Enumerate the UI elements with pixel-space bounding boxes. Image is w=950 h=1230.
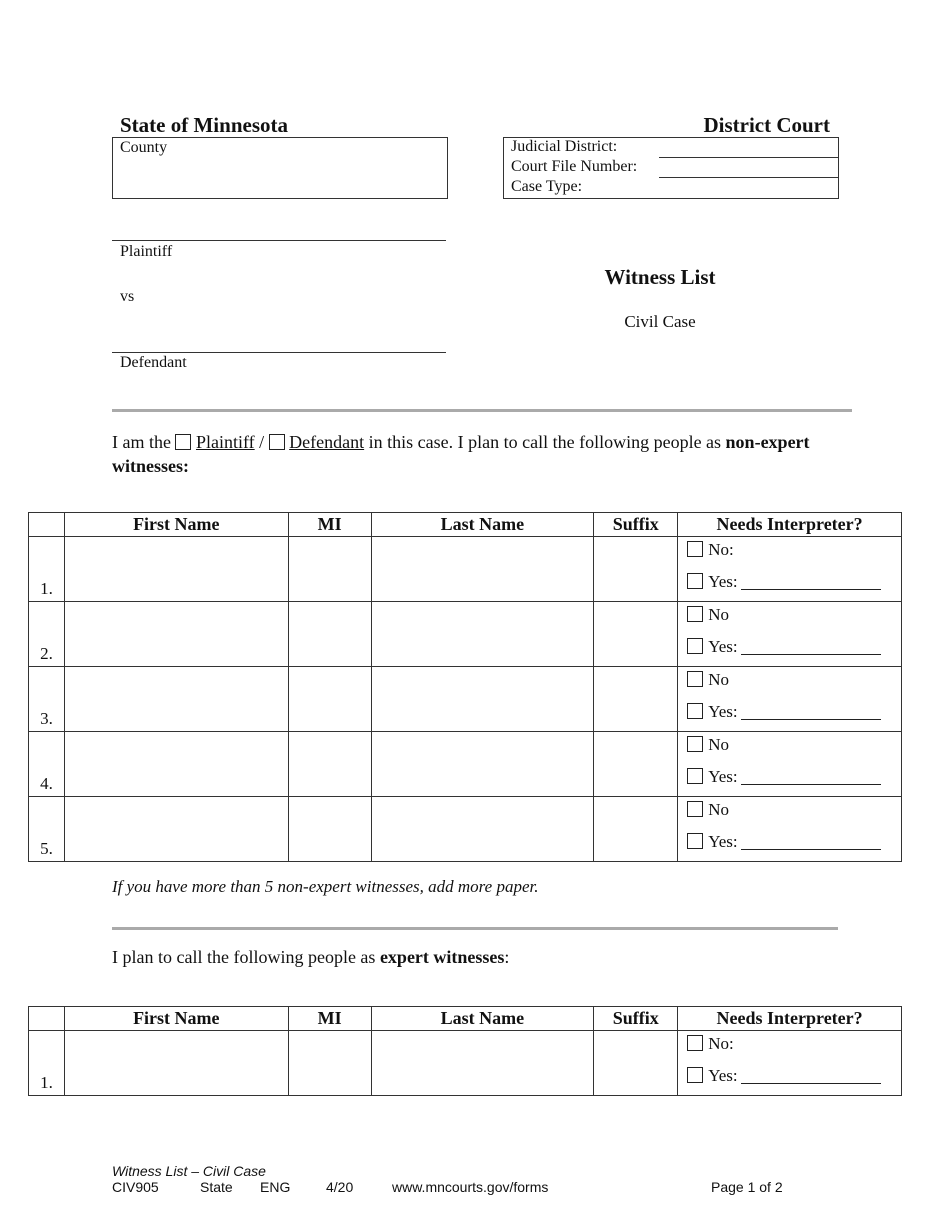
suffix-cell[interactable] xyxy=(594,732,678,797)
last-name-header: Last Name xyxy=(371,513,594,537)
interpreter-cell xyxy=(678,732,902,797)
suffix-cell[interactable] xyxy=(594,602,678,667)
case-info-box xyxy=(503,137,839,199)
statement-prefix: I am the xyxy=(112,432,171,452)
court-file-number-label: Court File Number: xyxy=(511,158,638,175)
interpreter-no-option[interactable] xyxy=(687,735,729,755)
interpreter-yes-option[interactable] xyxy=(687,572,880,592)
yes-label: Yes: xyxy=(708,637,738,656)
language-blank[interactable] xyxy=(741,705,881,720)
footer-url[interactable]: www.mncourts.gov/forms xyxy=(392,1179,549,1195)
interpreter-yes-option[interactable] xyxy=(687,1066,880,1086)
table-row xyxy=(29,797,902,862)
yes-label: Yes: xyxy=(708,702,738,721)
yes-label: Yes: xyxy=(708,1066,738,1085)
interpreter-no-option[interactable] xyxy=(687,800,729,820)
section-divider xyxy=(112,927,838,930)
no-checkbox[interactable] xyxy=(687,1035,703,1051)
interpreter-no-option[interactable] xyxy=(687,540,734,560)
mi-cell[interactable] xyxy=(288,602,371,667)
suffix-cell[interactable] xyxy=(594,1031,678,1096)
expert-witness-table xyxy=(28,1006,902,1096)
no-label: No xyxy=(708,735,729,754)
no-label: No: xyxy=(708,1034,734,1053)
suffix-cell[interactable] xyxy=(594,667,678,732)
interpreter-no-option[interactable] xyxy=(687,605,729,625)
no-checkbox[interactable] xyxy=(687,606,703,622)
mi-cell[interactable] xyxy=(288,732,371,797)
form-title: Witness List xyxy=(604,265,716,289)
no-label: No: xyxy=(708,540,734,559)
first-name-cell[interactable] xyxy=(64,1031,288,1096)
interpreter-yes-option[interactable] xyxy=(687,832,880,852)
no-checkbox[interactable] xyxy=(687,801,703,817)
interpreter-cell xyxy=(678,537,902,602)
footer-page: Page 1 of 2 xyxy=(711,1179,783,1195)
form-subtitle: Civil Case xyxy=(624,312,696,331)
non-expert-witness-table xyxy=(28,512,902,862)
vs-label: vs xyxy=(120,288,135,305)
yes-checkbox[interactable] xyxy=(687,573,703,589)
suffix-header: Suffix xyxy=(594,513,678,537)
first-name-cell[interactable] xyxy=(64,667,288,732)
first-name-cell[interactable] xyxy=(64,797,288,862)
statement-bold: non-expert witnesses: xyxy=(112,432,810,476)
yes-checkbox[interactable] xyxy=(687,703,703,719)
plaintiff-label: Plaintiff xyxy=(120,243,173,260)
no-checkbox[interactable] xyxy=(687,736,703,752)
defendant-option-label: Defendant xyxy=(289,432,365,452)
no-checkbox[interactable] xyxy=(687,671,703,687)
suffix-cell[interactable] xyxy=(594,797,678,862)
last-name-cell[interactable] xyxy=(371,1031,594,1096)
state-title: State of Minnesota xyxy=(120,113,288,137)
defendant-line[interactable] xyxy=(112,352,446,353)
first-name-cell[interactable] xyxy=(64,602,288,667)
language-blank[interactable] xyxy=(741,1069,881,1084)
expert-statement-suffix: : xyxy=(504,947,510,967)
yes-label: Yes: xyxy=(708,832,738,851)
mi-cell[interactable] xyxy=(288,797,371,862)
mi-cell[interactable] xyxy=(288,1031,371,1096)
row-number: 2. xyxy=(29,602,65,667)
defendant-checkbox[interactable] xyxy=(269,434,285,450)
mi-header: MI xyxy=(288,513,371,537)
yes-label: Yes: xyxy=(708,572,738,591)
no-label: No xyxy=(708,605,729,624)
language-blank[interactable] xyxy=(741,575,881,590)
table-header-row xyxy=(29,1007,902,1031)
party-statement xyxy=(112,430,832,478)
num-header xyxy=(29,1007,65,1031)
case-type-label: Case Type: xyxy=(511,178,583,195)
plaintiff-line[interactable] xyxy=(112,240,446,241)
no-label: No xyxy=(708,800,729,819)
yes-checkbox[interactable] xyxy=(687,833,703,849)
interpreter-header: Needs Interpreter? xyxy=(678,1007,902,1031)
yes-checkbox[interactable] xyxy=(687,1067,703,1083)
court-file-number-field[interactable] xyxy=(504,158,838,178)
num-header xyxy=(29,513,65,537)
defendant-label: Defendant xyxy=(120,354,187,371)
mi-cell[interactable] xyxy=(288,537,371,602)
yes-checkbox[interactable] xyxy=(687,768,703,784)
plaintiff-option-label: Plaintiff xyxy=(195,432,255,452)
footer-code: CIV905 xyxy=(112,1179,159,1195)
case-type-field[interactable] xyxy=(504,178,838,198)
interpreter-no-option[interactable] xyxy=(687,1034,734,1054)
table-row xyxy=(29,602,902,667)
suffix-cell[interactable] xyxy=(594,537,678,602)
language-blank[interactable] xyxy=(741,640,881,655)
first-name-header: First Name xyxy=(64,513,288,537)
judicial-district-field[interactable] xyxy=(504,138,838,158)
expert-statement xyxy=(112,947,509,968)
last-name-cell[interactable] xyxy=(371,537,594,602)
expert-statement-bold: expert witnesses xyxy=(379,947,505,967)
yes-checkbox[interactable] xyxy=(687,638,703,654)
more-witnesses-note: If you have more than 5 non-expert witnesses, add more paper. xyxy=(112,877,539,896)
row-number: 1. xyxy=(29,1031,65,1096)
no-checkbox[interactable] xyxy=(687,541,703,557)
table-row xyxy=(29,537,902,602)
table-row xyxy=(29,1031,902,1096)
footer-language: ENG xyxy=(260,1179,291,1195)
no-label: No xyxy=(708,670,729,689)
statement-middle: in this case. I plan to call the following people as xyxy=(368,432,722,452)
last-name-cell[interactable] xyxy=(371,667,594,732)
row-number: 5. xyxy=(29,797,65,862)
table-header-row xyxy=(29,513,902,537)
first-name-header: First Name xyxy=(64,1007,288,1031)
court-title: District Court xyxy=(703,113,830,137)
interpreter-cell xyxy=(678,797,902,862)
footer-form-title: Witness List – Civil Case xyxy=(112,1163,266,1179)
first-name-cell[interactable] xyxy=(64,537,288,602)
county-label: County xyxy=(120,139,168,156)
interpreter-no-option[interactable] xyxy=(687,670,729,690)
interpreter-yes-option[interactable] xyxy=(687,702,880,722)
interpreter-cell xyxy=(678,667,902,732)
first-name-cell[interactable] xyxy=(64,732,288,797)
language-blank[interactable] xyxy=(741,835,881,850)
interpreter-cell xyxy=(678,602,902,667)
yes-label: Yes: xyxy=(708,767,738,786)
table-row xyxy=(29,732,902,797)
interpreter-header: Needs Interpreter? xyxy=(678,513,902,537)
last-name-cell[interactable] xyxy=(371,602,594,667)
interpreter-yes-option[interactable] xyxy=(687,767,880,787)
last-name-header: Last Name xyxy=(371,1007,594,1031)
row-number: 1. xyxy=(29,537,65,602)
last-name-cell[interactable] xyxy=(371,732,594,797)
county-field[interactable] xyxy=(112,137,448,199)
interpreter-yes-option[interactable] xyxy=(687,637,880,657)
mi-header: MI xyxy=(288,1007,371,1031)
table-row xyxy=(29,667,902,732)
last-name-cell[interactable] xyxy=(371,797,594,862)
statement-slash: / xyxy=(259,432,265,452)
suffix-header: Suffix xyxy=(594,1007,678,1031)
mi-cell[interactable] xyxy=(288,667,371,732)
expert-statement-prefix: I plan to call the following people as xyxy=(112,947,376,967)
interpreter-cell xyxy=(678,1031,902,1096)
footer-jurisdiction: State xyxy=(200,1179,233,1195)
row-number: 4. xyxy=(29,732,65,797)
judicial-district-label: Judicial District: xyxy=(511,138,618,155)
language-blank[interactable] xyxy=(741,770,881,785)
row-number: 3. xyxy=(29,667,65,732)
section-divider xyxy=(112,409,852,412)
plaintiff-checkbox[interactable] xyxy=(175,434,191,450)
footer-date: 4/20 xyxy=(326,1179,354,1195)
